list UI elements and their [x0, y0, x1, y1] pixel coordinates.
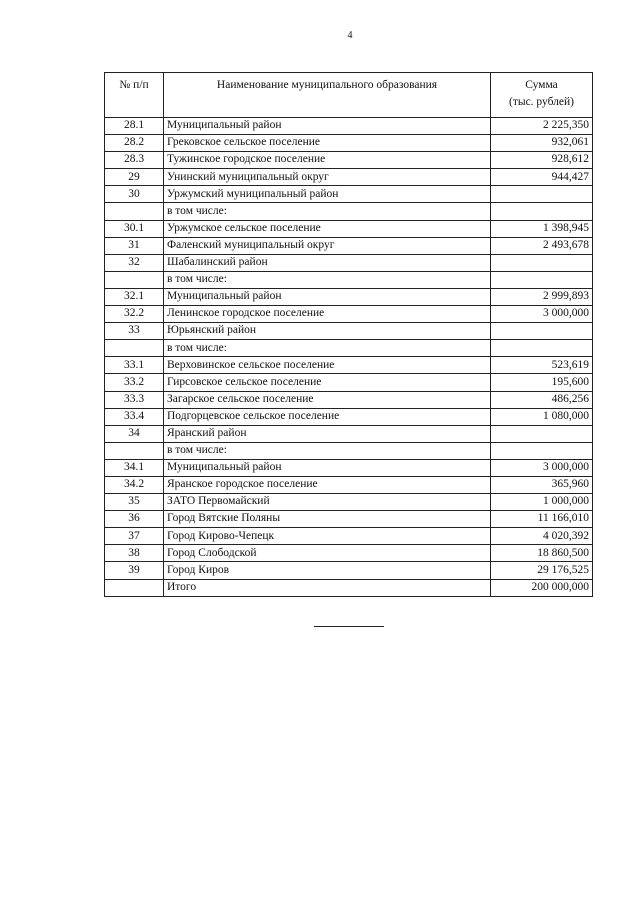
table-row: [105, 511, 593, 528]
table-body: [105, 118, 593, 597]
num-cell: 33.1: [105, 357, 164, 374]
table-row: [105, 118, 593, 135]
table-row: [105, 408, 593, 425]
name-cell: Город Киров: [164, 562, 491, 579]
sum-cell: 3 000,000: [491, 306, 593, 323]
page-number: 4: [347, 30, 353, 41]
table-row: [105, 442, 593, 459]
name-cell: Город Вятские Поляны: [164, 511, 491, 528]
name-cell: в том числе:: [164, 203, 491, 220]
sum-cell: 29 176,525: [491, 562, 593, 579]
name-cell: Тужинское городское поселение: [164, 152, 491, 169]
header-sum: [491, 73, 593, 118]
num-cell: 32: [105, 254, 164, 271]
table-row: [105, 545, 593, 562]
sum-cell: 365,960: [491, 476, 593, 493]
sum-cell: 195,600: [491, 374, 593, 391]
sum-cell: [491, 425, 593, 442]
sum-cell: [491, 442, 593, 459]
name-cell: Юрьянский район: [164, 323, 491, 340]
sum-cell: 932,061: [491, 135, 593, 152]
num-cell: 29: [105, 169, 164, 186]
sum-cell: 18 860,500: [491, 545, 593, 562]
num-cell: 34.1: [105, 459, 164, 476]
end-divider: [314, 626, 384, 627]
table-row: [105, 476, 593, 493]
table-row: [105, 494, 593, 511]
sum-cell: [491, 203, 593, 220]
sum-cell: 4 020,392: [491, 528, 593, 545]
sum-cell: 486,256: [491, 391, 593, 408]
table-row: [105, 425, 593, 442]
table-row: [105, 459, 593, 476]
num-cell: [105, 271, 164, 288]
name-cell: Муниципальный район: [164, 288, 491, 305]
table-row: [105, 391, 593, 408]
sum-cell: 1 000,000: [491, 494, 593, 511]
sum-cell: 3 000,000: [491, 459, 593, 476]
table-row: [105, 186, 593, 203]
num-cell: 37: [105, 528, 164, 545]
sum-cell: [491, 186, 593, 203]
num-cell: [105, 579, 164, 596]
num-cell: 33: [105, 323, 164, 340]
num-cell: 34: [105, 425, 164, 442]
table-row: [105, 374, 593, 391]
table-row: [105, 562, 593, 579]
table-row: [105, 203, 593, 220]
sum-cell: 11 166,010: [491, 511, 593, 528]
name-cell: Фаленский муниципальный округ: [164, 237, 491, 254]
table-row: [105, 169, 593, 186]
name-cell: Муниципальный район: [164, 459, 491, 476]
name-cell: Ленинское городское поселение: [164, 306, 491, 323]
num-cell: [105, 340, 164, 357]
header-sum-unit: (тыс. рублей): [508, 95, 575, 108]
sum-cell: 200 000,000: [491, 579, 593, 596]
table-row: [105, 340, 593, 357]
num-cell: 36: [105, 511, 164, 528]
table-row: [105, 579, 593, 596]
table-row: [105, 306, 593, 323]
sum-cell: [491, 271, 593, 288]
name-cell: Унинский муниципальный округ: [164, 169, 491, 186]
sum-cell: 523,619: [491, 357, 593, 374]
num-cell: 33.4: [105, 408, 164, 425]
name-cell: ЗАТО Первомайский: [164, 494, 491, 511]
table-row: [105, 220, 593, 237]
sum-cell: 944,427: [491, 169, 593, 186]
sum-cell: 2 999,893: [491, 288, 593, 305]
name-cell: Яранский район: [164, 425, 491, 442]
table-row: [105, 323, 593, 340]
sum-cell: 1 398,945: [491, 220, 593, 237]
sum-cell: 928,612: [491, 152, 593, 169]
name-cell: Уржумский муниципальный район: [164, 186, 491, 203]
name-cell: Верховинское сельское поселение: [164, 357, 491, 374]
table-row: [105, 237, 593, 254]
name-cell: Подгорцевское сельское поселение: [164, 408, 491, 425]
name-cell: Город Кирово-Чепецк: [164, 528, 491, 545]
table-row: [105, 288, 593, 305]
header-name: Наименование муниципального образования: [164, 73, 491, 118]
table-row: [105, 254, 593, 271]
header-row: [105, 73, 593, 118]
table-row: [105, 135, 593, 152]
table-row: [105, 528, 593, 545]
name-cell: Уржумское сельское поселение: [164, 220, 491, 237]
num-cell: 32.2: [105, 306, 164, 323]
budget-table: [104, 72, 593, 597]
name-cell: Шабалинский район: [164, 254, 491, 271]
num-cell: 28.1: [105, 118, 164, 135]
num-cell: 28.3: [105, 152, 164, 169]
name-cell: в том числе:: [164, 271, 491, 288]
name-cell: Город Слободской: [164, 545, 491, 562]
num-cell: 33.2: [105, 374, 164, 391]
sum-cell: 2 493,678: [491, 237, 593, 254]
num-cell: 35: [105, 494, 164, 511]
num-cell: 32.1: [105, 288, 164, 305]
table-row: [105, 271, 593, 288]
header-num: № п/п: [105, 73, 164, 118]
table-row: [105, 357, 593, 374]
table-row: [105, 152, 593, 169]
num-cell: 30.1: [105, 220, 164, 237]
sum-cell: [491, 254, 593, 271]
num-cell: [105, 442, 164, 459]
num-cell: 31: [105, 237, 164, 254]
name-cell: в том числе:: [164, 442, 491, 459]
name-cell: Гирсовское сельское поселение: [164, 374, 491, 391]
name-cell: Загарское сельское поселение: [164, 391, 491, 408]
name-cell: Муниципальный район: [164, 118, 491, 135]
name-cell: Грековское сельское поселение: [164, 135, 491, 152]
num-cell: 28.2: [105, 135, 164, 152]
sum-cell: 1 080,000: [491, 408, 593, 425]
sum-cell: [491, 323, 593, 340]
sum-cell: [491, 340, 593, 357]
num-cell: 39: [105, 562, 164, 579]
header-sum-label: Сумма: [525, 79, 558, 91]
num-cell: 33.3: [105, 391, 164, 408]
table-header: [105, 73, 593, 118]
name-cell: Итого: [164, 579, 491, 596]
name-cell: Яранское городское поселение: [164, 476, 491, 493]
num-cell: 34.2: [105, 476, 164, 493]
num-cell: [105, 203, 164, 220]
sum-cell: 2 225,350: [491, 118, 593, 135]
name-cell: в том числе:: [164, 340, 491, 357]
num-cell: 30: [105, 186, 164, 203]
num-cell: 38: [105, 545, 164, 562]
